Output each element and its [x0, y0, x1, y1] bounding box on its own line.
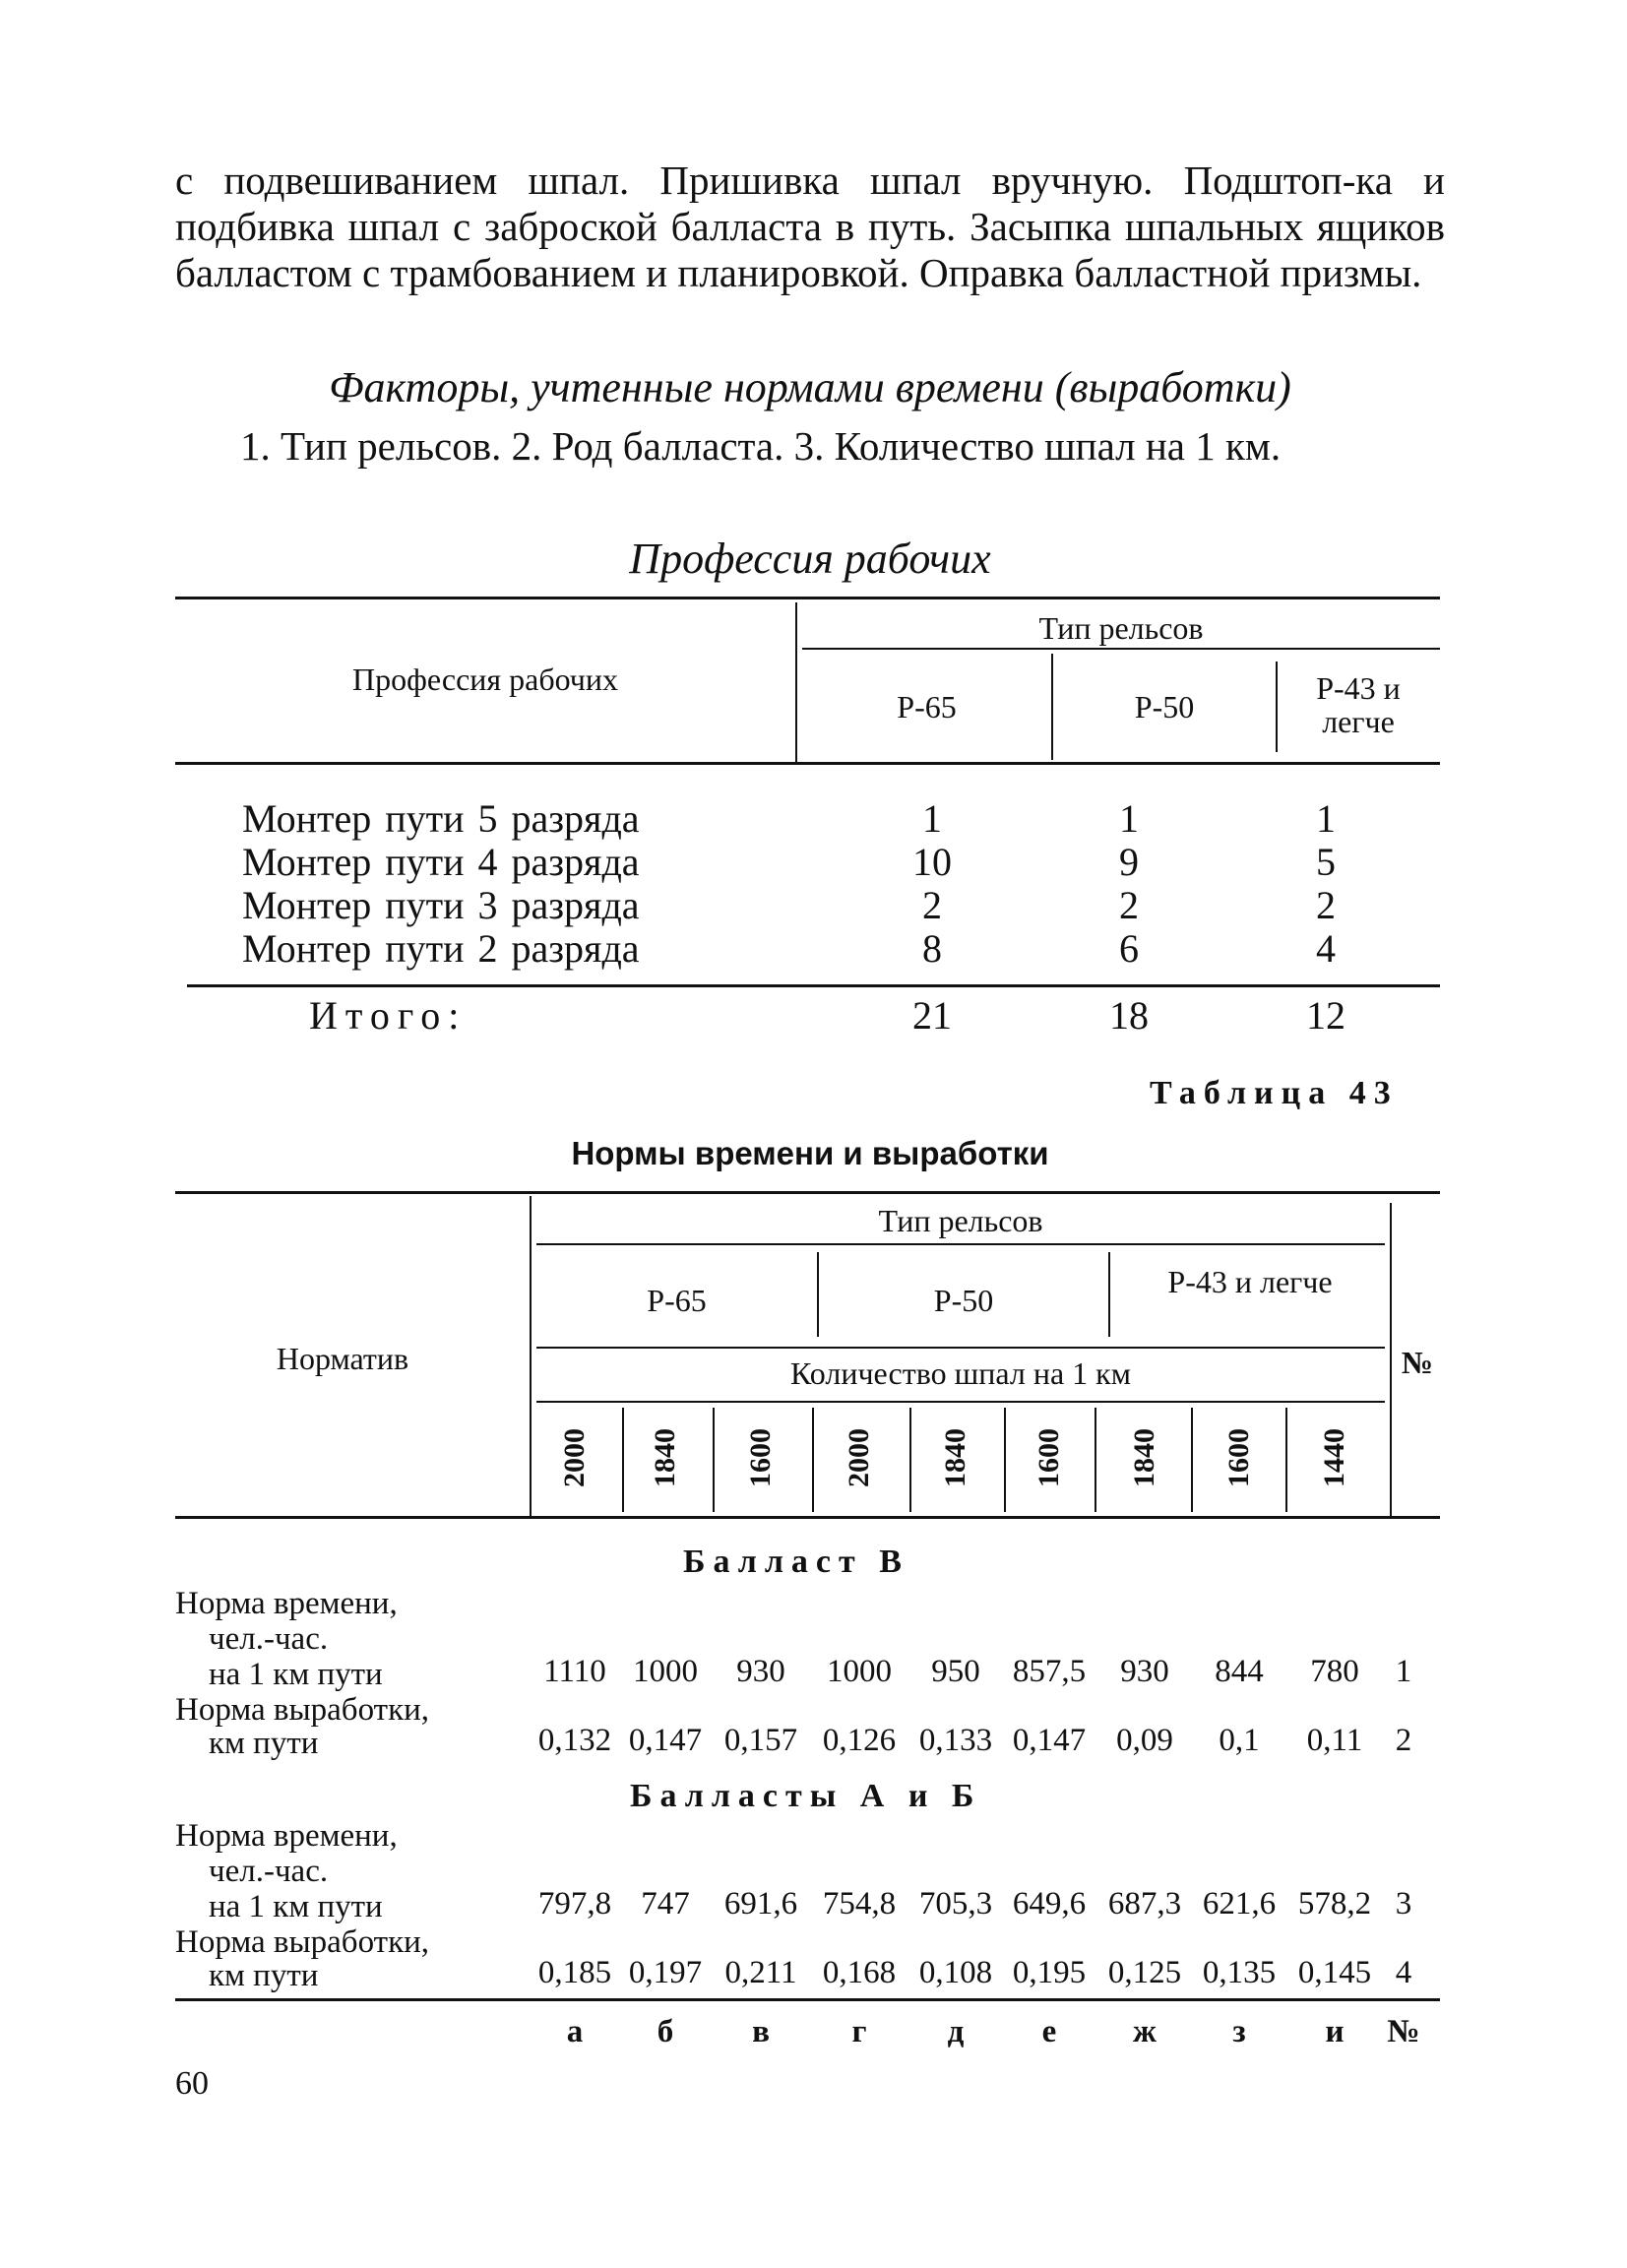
table-cell: 0,185: [537, 1955, 612, 1990]
t43-col-rail-type: Тип рельсов: [878, 1203, 1043, 1238]
workers-total-rule: [187, 984, 1440, 987]
t43-count-rule: [536, 1401, 1385, 1403]
table-cell: 0,145: [1297, 1955, 1372, 1990]
table-cell: 0,108: [918, 1955, 993, 1990]
sleeper-count-divider: [909, 1408, 911, 1512]
table-cell: 747: [641, 1886, 690, 1922]
workers-top-rule: [175, 597, 1440, 599]
worker-row-r65: 2: [922, 883, 942, 927]
sleeper-count-divider: [713, 1408, 715, 1512]
table-cell: 705,3: [918, 1886, 993, 1922]
ab-time-label-1: Норма времени,: [175, 1818, 398, 1854]
section-ballast-ab: Балласты А и Б: [630, 1778, 982, 1814]
t43-col-sleepers: Количество шпал на 1 км: [790, 1355, 1131, 1391]
workers-table-title: Профессия рабочих: [629, 535, 991, 583]
table-cell: 0,195: [1012, 1955, 1087, 1990]
column-letter: а: [566, 2014, 584, 2049]
workers-divider-r43: [1276, 662, 1278, 752]
table-cell: 578,2: [1297, 1886, 1372, 1922]
table-cell: 0,135: [1202, 1955, 1277, 1990]
column-letter: д: [947, 2014, 965, 2049]
table-cell: 687,3: [1107, 1886, 1182, 1922]
t43-normative-divider: [530, 1196, 532, 1518]
table-cell: 621,6: [1202, 1886, 1277, 1922]
factors-text: 1. Тип рельсов. 2. Род балласта. 3. Количество шпал на 1 км.: [240, 423, 1282, 469]
table-cell: 930: [736, 1654, 785, 1689]
worker-row-r43: 5: [1316, 840, 1336, 884]
workers-total-r43: 12: [1306, 993, 1345, 1038]
b-output-label-2: км пути: [209, 1726, 319, 1761]
sleeper-count: 1840: [939, 1428, 971, 1487]
sleeper-count-divider: [1004, 1408, 1006, 1512]
t43-divider-r43: [1108, 1252, 1110, 1337]
t43-sleeper-rule: [536, 1347, 1385, 1349]
t43-top-rule: [175, 1191, 1440, 1194]
table-cell: 0,11: [1306, 1723, 1363, 1758]
table-cell: 754,8: [822, 1886, 897, 1922]
table-cell: 0,125: [1107, 1955, 1182, 1990]
b-time-label-2: чел.-час.: [209, 1621, 329, 1657]
ab-time-label-2: чел.-час.: [209, 1854, 329, 1889]
worker-row-label: Монтер пути 3 разряда: [242, 883, 640, 927]
worker-row-r50: 2: [1119, 883, 1139, 927]
workers-subheader-rule: [802, 648, 1440, 650]
sleeper-count: 1440: [1318, 1428, 1350, 1487]
table-cell: 0,132: [537, 1723, 612, 1758]
worker-row-r50: 9: [1119, 840, 1139, 884]
column-letter: ж: [1133, 2014, 1157, 2049]
row-number: 3: [1395, 1886, 1412, 1922]
worker-row-r65: 8: [922, 926, 942, 971]
table-cell: 1000: [827, 1654, 892, 1689]
row-number: 1: [1395, 1654, 1412, 1689]
table-cell: 0,09: [1116, 1723, 1173, 1758]
column-letter-no: №: [1387, 2014, 1420, 2049]
table-cell: 930: [1120, 1654, 1169, 1689]
worker-row-r43: 2: [1316, 883, 1336, 927]
table-cell: 649,6: [1012, 1886, 1087, 1922]
sleeper-count: 1600: [1033, 1428, 1065, 1487]
t43-col-r65: Р-65: [647, 1283, 707, 1318]
table-cell: 0,147: [1012, 1723, 1087, 1758]
column-letter: з: [1232, 2014, 1246, 2049]
worker-row-r65: 1: [922, 796, 942, 841]
b-time-label-1: Норма времени,: [175, 1586, 398, 1621]
factors-heading: Факторы, учтенные нормами времени (выработки): [329, 363, 1291, 411]
worker-row-label: Монтер пути 2 разряда: [242, 926, 640, 971]
workers-header-bottom-rule: [175, 762, 1440, 765]
t43-col-r43: Р-43 и легче: [1167, 1264, 1333, 1299]
workers-total-r50: 18: [1109, 993, 1149, 1038]
ab-output-label-1: Норма выработки,: [175, 1924, 430, 1960]
workers-col-r43: Р-43 и легче: [1316, 670, 1401, 739]
table-cell: 1000: [633, 1654, 698, 1689]
table-cell: 1110: [543, 1654, 606, 1689]
b-time-label-3: на 1 км пути: [209, 1657, 383, 1692]
column-letter: е: [1041, 2014, 1057, 2049]
b-output-label-1: Норма выработки,: [175, 1692, 430, 1728]
ab-output-label-2: км пути: [209, 1958, 319, 1993]
workers-col-rail-type: Тип рельсов: [1038, 610, 1204, 646]
workers-col-profession: Профессия рабочих: [352, 662, 618, 697]
workers-col-r50: Р-50: [1134, 689, 1195, 724]
column-letter: в: [752, 2014, 770, 2049]
sleeper-count-divider: [1285, 1408, 1287, 1512]
column-letter: г: [851, 2014, 867, 2049]
table-cell: 780: [1310, 1654, 1359, 1689]
sleeper-count-divider: [812, 1408, 814, 1512]
table-cell: 857,5: [1012, 1654, 1087, 1689]
ab-time-label-3: на 1 км пути: [209, 1889, 383, 1924]
table-cell: 0,168: [822, 1955, 897, 1990]
table-cell: 0,1: [1219, 1723, 1260, 1758]
worker-row-r50: 1: [1119, 796, 1139, 841]
table-cell: 0,133: [918, 1723, 993, 1758]
table-cell: 797,8: [537, 1886, 612, 1922]
worker-row-label: Монтер пути 5 разряда: [242, 796, 640, 841]
t43-header-bottom-rule: [175, 1516, 1440, 1519]
sleeper-count: 2000: [843, 1428, 875, 1487]
t43-bottom-rule: [175, 1998, 1440, 2001]
t43-col-r50: Р-50: [933, 1283, 994, 1318]
worker-row-label: Монтер пути 4 разряда: [242, 840, 640, 884]
sleeper-count: 1600: [744, 1428, 777, 1487]
table-cell: 0,147: [628, 1723, 703, 1758]
t43-col-no: №: [1401, 1345, 1434, 1380]
sleeper-count: 1600: [1222, 1428, 1255, 1487]
table-cell: 0,211: [724, 1955, 797, 1990]
worker-row-r50: 6: [1119, 926, 1139, 971]
sleeper-count: 1840: [649, 1428, 681, 1487]
column-letter: и: [1325, 2014, 1345, 2049]
workers-total-r65: 21: [912, 993, 952, 1038]
table-43-label: Таблица 43: [1150, 1075, 1399, 1111]
table-cell: 0,197: [628, 1955, 703, 1990]
table-cell: 0,126: [822, 1723, 897, 1758]
row-number: 2: [1395, 1723, 1412, 1758]
column-letter: б: [657, 2014, 674, 2049]
workers-col-divider: [795, 602, 797, 762]
workers-total-label: Итого:: [309, 993, 468, 1038]
row-number: 4: [1395, 1955, 1412, 1990]
sleeper-count-divider: [1095, 1408, 1096, 1512]
sleeper-count: 2000: [558, 1428, 591, 1487]
sleeper-count: 1840: [1128, 1428, 1160, 1487]
t43-rail-type-rule: [536, 1243, 1385, 1245]
table-43-title: Нормы времени и выработки: [571, 1135, 1049, 1171]
intro-paragraph: с подвешиванием шпал. Пришивка шпал вручную. Подштоп-ка и подбивка шпал с заброской балласта в путь. Засыпка шпальных ящиков балластом с трамбованием и планировкой. Оправка балластной призмы.: [175, 158, 1445, 295]
t43-col-normative: Норматив: [276, 1341, 409, 1376]
table-cell: 950: [931, 1654, 980, 1689]
table-cell: 0,157: [723, 1723, 798, 1758]
table-cell: 844: [1215, 1654, 1264, 1689]
worker-row-r65: 10: [912, 840, 952, 884]
sleeper-count-divider: [1191, 1408, 1193, 1512]
section-ballast-v: Балласт В: [683, 1544, 909, 1580]
worker-row-r43: 4: [1316, 926, 1336, 971]
page-number: 60: [175, 2065, 209, 2102]
table-cell: 691,6: [723, 1886, 798, 1922]
workers-col-r65: Р-65: [897, 689, 957, 724]
sleeper-count-divider: [622, 1408, 624, 1512]
worker-row-r43: 1: [1316, 796, 1336, 841]
